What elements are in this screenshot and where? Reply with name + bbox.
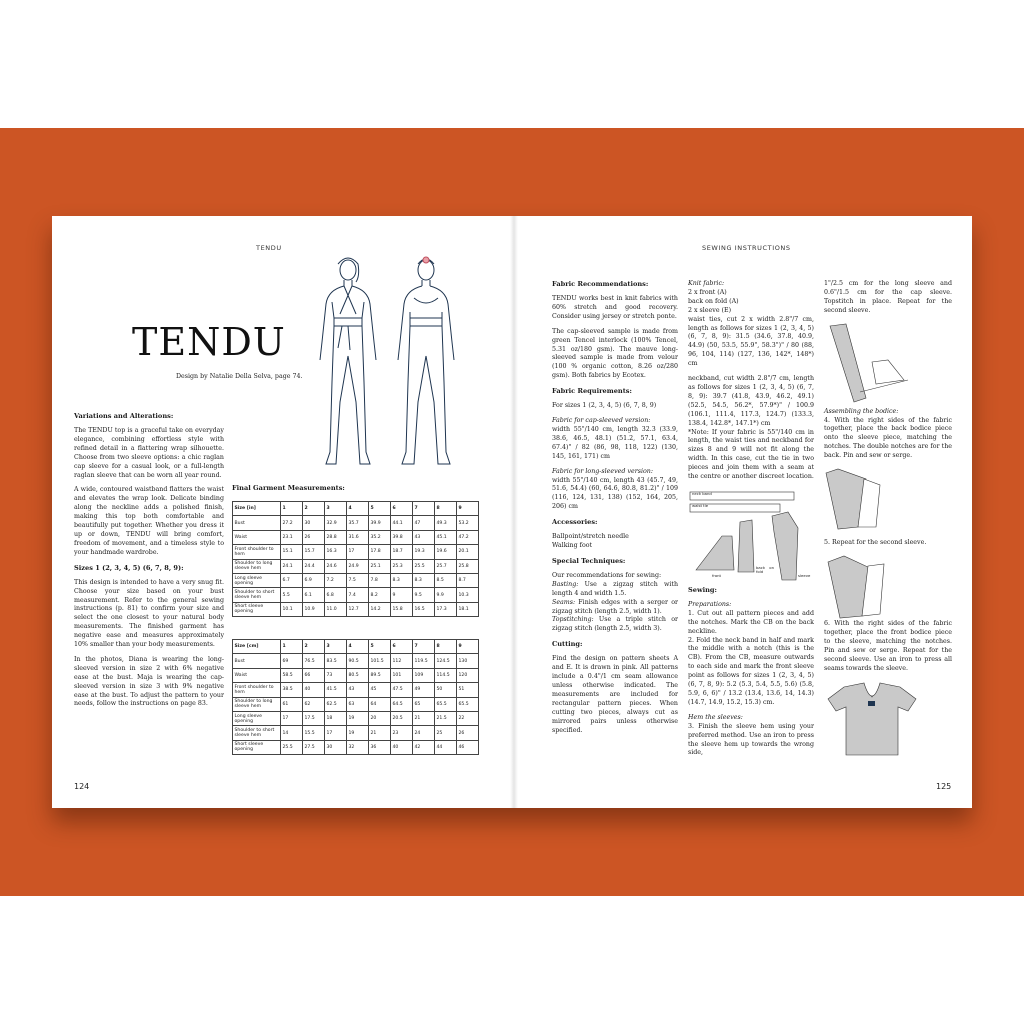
table-cell: 25.1 <box>369 559 391 573</box>
table-cell: 101 <box>391 668 413 682</box>
table-cell: 15.1 <box>281 545 303 559</box>
table-cell: 19 <box>347 726 369 740</box>
table-cell: 10.3 <box>457 588 479 602</box>
cutting-layout-diagram <box>688 488 814 584</box>
table-cell: 76.5 <box>303 654 325 668</box>
fashion-illustration <box>314 252 464 484</box>
table-header-row <box>233 502 479 516</box>
table-cell: 124.5 <box>435 654 457 668</box>
table-row-label: Bust <box>233 516 281 530</box>
table-cell: 9.9 <box>435 588 457 602</box>
page-number-right: 125 <box>936 782 952 791</box>
table-cell: 20.1 <box>457 545 479 559</box>
table-row <box>233 588 479 602</box>
table-cell: 58.5 <box>281 668 303 682</box>
table-cell: 8.3 <box>391 573 413 587</box>
sizes-heading: Sizes 1 (2, 3, 4, 5) (6, 7, 8, 9): <box>74 563 184 572</box>
table-row-label: Front shoulder to hem <box>233 683 281 697</box>
diagram-label: neck band <box>692 490 712 496</box>
diagram-label: sleeve <box>798 572 811 578</box>
table-cell: 66 <box>303 668 325 682</box>
sizes-paragraph-1: This design is intended to have a very snug fit. Choose your size based on your bust measurement. Refer to the general sewing instructions (p. 81) to confirm your size and select the one closest to your natural body measurements. The finished garment has negative ease and measures approximately 10% smaller than your body measurements. <box>74 578 224 649</box>
table-row <box>233 654 479 668</box>
table-cell: 109 <box>413 668 435 682</box>
table-cell: 65.5 <box>435 697 457 711</box>
table-cell: 24.6 <box>325 559 347 573</box>
table-cell: 7.4 <box>347 588 369 602</box>
variations-heading: Variations and Alterations: <box>74 412 174 420</box>
basting-label: Basting: <box>552 580 579 588</box>
table-cell: 7.2 <box>325 573 347 587</box>
cutting-heading: Cutting: <box>552 640 583 649</box>
step-6: 6. With the right sides of the fabric together, place the front bodice piece to the sleeve, matching the notches. Pin and sew or serge. Repeat for the second sleeve. Use an iron to press all seams towards the sleeve. <box>824 619 952 672</box>
table-cell: 23.1 <box>281 530 303 544</box>
table-row-label: Shoulder to long sleeve hem <box>233 697 281 711</box>
measurements-table-inches <box>232 501 479 617</box>
table-cell: 49.3 <box>435 516 457 530</box>
table-cell: 19 <box>347 711 369 725</box>
table-cell: 30 <box>325 740 347 754</box>
table-cell: 30 <box>303 516 325 530</box>
sleeve-pattern-icon <box>824 322 952 408</box>
step-5: 5. Repeat for the second sleeve. <box>824 539 927 547</box>
knit-line: 2 x sleeve (E) <box>688 306 732 314</box>
bodice-assembly-icon <box>824 679 952 757</box>
fabric-rec-heading: Fabric Recommendations: <box>552 280 649 288</box>
measurements-table-cm <box>232 639 479 755</box>
table-cell: 31.6 <box>347 530 369 544</box>
diagram-label: back on fold <box>756 564 774 574</box>
table-cell: 21 <box>369 726 391 740</box>
table-cell: 9.5 <box>413 588 435 602</box>
table-cell: 62.5 <box>325 697 347 711</box>
long-sleeve-label: Fabric for long-sleeved version: <box>552 467 653 475</box>
table-cell: 1 <box>281 640 303 654</box>
diagram-label: front <box>712 572 722 578</box>
table-cell: 17 <box>325 726 347 740</box>
right-column-2 <box>688 280 814 764</box>
knit-line: back on fold (A) <box>688 297 739 305</box>
table-cell: 22 <box>457 711 479 725</box>
table-cell: 46 <box>457 740 479 754</box>
special-techniques-heading: Special Techniques: <box>552 556 626 565</box>
table-row-label: Shoulder to short sleeve hem <box>233 726 281 740</box>
table-cell: 16.5 <box>413 602 435 616</box>
fabric-rec-paragraph-2: The cap-sleeved sample is made from green Tencel interlock (100% Tencel, 5.31 oz/180 gsm). The mauve long-sleeved sample is made from velour (100 % organic cotton, 8.26 oz/280 gsm). Both fabrics by Ecotex. <box>552 327 678 380</box>
table-cell: 21 <box>413 711 435 725</box>
table-cell: 112 <box>391 654 413 668</box>
figure-sketch-icon <box>314 252 464 484</box>
table-cell: 4 <box>347 502 369 516</box>
table-cell: 24.1 <box>281 559 303 573</box>
waist-ties-text: waist ties, cut 2 x width 2.8"/7 cm, length as follows for sizes 1 (2, 3, 4, 5) (6, 7, 8, 9): 31.5 (34.6, 37.8, 40.9, 44.9) (50, 53.5, 55.9", 58.3")" / 80 (88, 96, 104, 114) (127, 136, 142*, 148*) cm <box>688 315 814 368</box>
basting-line <box>552 581 678 599</box>
table-row-label: Short sleeve opening <box>233 602 281 616</box>
table-row-label: Short sleeve opening <box>233 740 281 754</box>
byline: Design by Natalie Della Selva, page 74. <box>176 373 303 380</box>
table-cell: 36 <box>369 740 391 754</box>
table-cell: 23 <box>391 726 413 740</box>
table-cell: 9 <box>391 588 413 602</box>
table-cell: 120 <box>457 668 479 682</box>
table-cell: 6 <box>391 502 413 516</box>
step-2: 2. Fold the neck band in half and mark the middle with a notch (this is the CB). From the CB, measure outwards to each side and mark the front sleeve point as follows for sizes 1 (2, 3, 4, 5) (6, 7, 8, 9): 5.2 (5.3, 5.4, 5.5, 5.6) (5.8, 5.9, 6, 6)" / 13.2 (13.4, 13.6, 14, 14.3) (14.7, 14.9, 15.2, 15.3) cm. <box>688 636 814 706</box>
table-row-label: Waist <box>233 668 281 682</box>
table-cell: 62 <box>303 697 325 711</box>
fabric-req-sizes: For sizes 1 (2, 3, 4, 5) (6, 7, 8, 9) <box>552 402 657 410</box>
table-row <box>233 545 479 559</box>
table-cell: 8 <box>435 502 457 516</box>
table-cell: 24.9 <box>347 559 369 573</box>
table-cell: 6.8 <box>325 588 347 602</box>
table-cell: 8.5 <box>435 573 457 587</box>
table-row <box>233 711 479 725</box>
seams-line <box>552 599 678 617</box>
table-row <box>233 559 479 573</box>
fabric-rec-paragraph-1: TENDU works best in knit fabrics with 60% stretch and good recovery. Consider using jersey or stretch ponte. <box>552 295 678 320</box>
table-cell: 47 <box>413 516 435 530</box>
table-row <box>233 697 479 711</box>
table-cell: 64 <box>369 697 391 711</box>
table-cell: 24 <box>413 726 435 740</box>
step-1: 1. Cut out all pattern pieces and add the notches. Mark the CB on the back neckline. <box>688 609 814 635</box>
long-sleeve-text: width 55"/140 cm, length 43 (45.7, 49, 51.6, 54.4) (60, 64.6, 80.8, 81.2)" / 109 (116, 124, 131, 138) (152, 164, 205, 206) cm <box>552 476 678 511</box>
table-cell: 7 <box>413 502 435 516</box>
table-cell: 5 <box>369 640 391 654</box>
basting-text: Use a zigzag stitch with length 4 and width 1.5. <box>552 580 678 597</box>
accessory-item: Walking foot <box>552 542 593 550</box>
table-cell: 14.2 <box>369 602 391 616</box>
sleeve-diagram-1 <box>824 322 952 408</box>
table-cell: 6.9 <box>303 573 325 587</box>
accessories-heading: Accessories: <box>552 518 598 527</box>
table-cell: 19.3 <box>413 545 435 559</box>
neckband-text: neckband, cut width 2.8"/7 cm, length as follows for sizes 1 (2, 3, 4, 5) (6, 7, 8, 9): 39.7 (41.8, 43.9, 46.2, 49.1) (52.5, 54.5, 56.2*, 57.9*)" / 100.9 (106.1, 111.4, 117.3, 124.7) (133.3, 138.4, 142.8*, 147.1*) cm <box>688 375 814 427</box>
hem-sleeves-label: Hem the sleeves: <box>688 713 743 721</box>
table-cell: 26 <box>303 530 325 544</box>
table-cell: 8.3 <box>413 573 435 587</box>
table-cell: 19.6 <box>435 545 457 559</box>
table-row <box>233 573 479 587</box>
step-3-continued: 1"/2.5 cm for the long sleeve and 0.6"/1.5 cm for the cap sleeve. Topstitch in place. Repeat for the second sleeve. <box>824 280 952 314</box>
table-cell: 21.5 <box>435 711 457 725</box>
table-row <box>233 602 479 616</box>
special-intro: Our recommendations for sewing: <box>552 571 662 579</box>
table-cell: 53.2 <box>457 516 479 530</box>
table-cell: 7 <box>413 640 435 654</box>
table-cell: 9 <box>457 640 479 654</box>
table-row <box>233 726 479 740</box>
table-cell: 12.7 <box>347 602 369 616</box>
running-head-right: SEWING INSTRUCTIONS <box>702 244 791 252</box>
sleeve-back-icon <box>824 467 952 539</box>
sleeve-diagram-2 <box>824 467 952 539</box>
right-column-3 <box>824 280 952 757</box>
table-row-label: Front shoulder to hem <box>233 545 281 559</box>
sleeve-diagram-3 <box>824 554 952 620</box>
table-cell: 25.8 <box>457 559 479 573</box>
table-cell: 25.5 <box>413 559 435 573</box>
table-cell: 15.8 <box>391 602 413 616</box>
table-cell: 10.1 <box>281 602 303 616</box>
table-cell: 7.8 <box>369 573 391 587</box>
table-cell: 43 <box>347 683 369 697</box>
table-cell: 65.5 <box>457 697 479 711</box>
sizes-paragraph-2: In the photos, Diana is wearing the long-sleeved version in size 2 with 6% negative ease at the bust. Maja is wearing the cap-sleeved version in size 3 with 9% negative ease at the bust. To adjust the pattern to your needs, follow the instructions on page 83. <box>74 655 224 708</box>
table-cell: 89.5 <box>369 668 391 682</box>
table-cell: 40 <box>303 683 325 697</box>
table-cell: 18 <box>325 711 347 725</box>
table-cell: 26 <box>457 726 479 740</box>
sleeve-front-icon <box>824 554 952 620</box>
table-cell: 3 <box>325 502 347 516</box>
table-cell: 61 <box>281 697 303 711</box>
topstitching-text: Use a triple stitch or zigzag stitch (length 2.5, width 3). <box>552 616 678 633</box>
table-row <box>233 530 479 544</box>
table-cell: 27.2 <box>281 516 303 530</box>
table-cell: 17.3 <box>435 602 457 616</box>
table-row-label: Shoulder to long sleeve hem <box>233 559 281 573</box>
table-cell: 90.5 <box>347 654 369 668</box>
preparations-label: Preparations: <box>688 600 732 608</box>
table-cell: 25.7 <box>435 559 457 573</box>
table-cell: 69 <box>281 654 303 668</box>
table-cell: 16.3 <box>325 545 347 559</box>
sewing-heading: Sewing: <box>688 585 717 594</box>
table-row-label: Size [in] <box>233 502 281 516</box>
magazine-spread <box>52 216 972 808</box>
table-cell: 83.5 <box>325 654 347 668</box>
accessory-item: Ballpoint/stretch needle <box>552 533 629 541</box>
table-row-label: Size [cm] <box>233 640 281 654</box>
table-cell: 5 <box>369 502 391 516</box>
table-cell: 32.9 <box>325 516 347 530</box>
table-cell: 18.7 <box>391 545 413 559</box>
right-column-1 <box>552 280 678 741</box>
table-row-label: Long sleeve opening <box>233 573 281 587</box>
table-cell: 39.8 <box>391 530 413 544</box>
table-cell: 101.5 <box>369 654 391 668</box>
assembling-bodice-label: Assembling the bodice: <box>824 407 899 415</box>
table-row-label: Bust <box>233 654 281 668</box>
table-cell: 4 <box>347 640 369 654</box>
table-cell: 38.5 <box>281 683 303 697</box>
fabric-req-heading: Fabric Requirements: <box>552 387 632 396</box>
table-cell: 119.5 <box>413 654 435 668</box>
running-head-left: TENDU <box>256 244 282 252</box>
table-title: Final Garment Measurements: <box>232 484 345 492</box>
table-row-label: Long sleeve opening <box>233 711 281 725</box>
table-cell: 47.2 <box>457 530 479 544</box>
knit-line: 2 x front (A) <box>688 288 727 296</box>
table-cell: 17 <box>347 545 369 559</box>
table-row <box>233 683 479 697</box>
table-cell: 2 <box>303 502 325 516</box>
variations-paragraph-1: The TENDU top is a graceful take on everyday elegance, combining effortless style with refined detail in a flattering wrap silhouette. Choose from two sleeve options: a chic raglan cap sleeve for a casual look, or a full-length raglan sleeve that can be worn all year round. <box>74 427 224 479</box>
table-cell: 41.5 <box>325 683 347 697</box>
variations-paragraph-2: A wide, contoured waistband flatters the waist and elevates the wrap look. Delicate binding along the neckline adds a polished finish, making this top both comfortable and beautifully put together. Whether you dress it up or down, TENDU will bring comfort, freedom of movement, and a timeless style to your handmade wardrobe. <box>74 486 224 556</box>
bodice-diagram <box>824 679 952 757</box>
table-cell: 14 <box>281 726 303 740</box>
table-cell: 10.9 <box>303 602 325 616</box>
table-cell: 9 <box>457 502 479 516</box>
table-cell: 63 <box>347 697 369 711</box>
table-cell: 49 <box>413 683 435 697</box>
table-cell: 17.8 <box>369 545 391 559</box>
table-row <box>233 668 479 682</box>
table-cell: 25.5 <box>281 740 303 754</box>
table-row-label: Waist <box>233 530 281 544</box>
table-cell: 43 <box>413 530 435 544</box>
table-cell: 45 <box>369 683 391 697</box>
cap-sleeve-label: Fabric for cap-sleeved version: <box>552 417 651 425</box>
left-text-column <box>74 412 224 715</box>
table-cell: 80.5 <box>347 668 369 682</box>
article-title: TENDU <box>132 320 286 364</box>
table-cell: 114.5 <box>435 668 457 682</box>
table-cell: 5.5 <box>281 588 303 602</box>
table-cell: 50 <box>435 683 457 697</box>
table-cell: 39.9 <box>369 516 391 530</box>
table-cell: 24.4 <box>303 559 325 573</box>
table-cell: 65 <box>413 697 435 711</box>
table-cell: 35.7 <box>347 516 369 530</box>
table-cell: 6 <box>391 640 413 654</box>
table-cell: 64.5 <box>391 697 413 711</box>
table-cell: 8.2 <box>369 588 391 602</box>
table-cell: 47.5 <box>391 683 413 697</box>
table-cell: 27.5 <box>303 740 325 754</box>
table-cell: 25.3 <box>391 559 413 573</box>
table-cell: 6.7 <box>281 573 303 587</box>
table-row <box>233 740 479 754</box>
topstitching-line <box>552 616 678 634</box>
table-cell: 17 <box>281 711 303 725</box>
table-cell: 73 <box>325 668 347 682</box>
table-cell: 20 <box>369 711 391 725</box>
seams-text: Finish edges with a serger or zigzag stitch (length 2.5, width 1). <box>552 598 678 615</box>
table-cell: 45.1 <box>435 530 457 544</box>
page-number-left: 124 <box>74 782 90 791</box>
table-cell: 35.2 <box>369 530 391 544</box>
table-cell: 17.5 <box>303 711 325 725</box>
table-cell: 7.5 <box>347 573 369 587</box>
diagram-label: waist tie <box>692 502 709 508</box>
table-cell: 130 <box>457 654 479 668</box>
table-cell: 11.0 <box>325 602 347 616</box>
table-cell: 32 <box>347 740 369 754</box>
table-cell: 25 <box>435 726 457 740</box>
table-cell: 18.1 <box>457 602 479 616</box>
table-cell: 42 <box>413 740 435 754</box>
table-cell: 8 <box>435 640 457 654</box>
cutting-text: Find the design on pattern sheets A and E. It is drawn in pink. All patterns include a 0.4"/1 cm seam allowance unless otherwise indicated. The measurements are included for rectangular pattern pieces. When cutting two pieces, always cut as mirrored pairs unless otherwise specified. <box>552 655 678 734</box>
table-cell: 15.5 <box>303 726 325 740</box>
table-cell: 51 <box>457 683 479 697</box>
table-row-label: Shoulder to short sleeve hem <box>233 588 281 602</box>
table-cell: 44 <box>435 740 457 754</box>
table-cell: 3 <box>325 640 347 654</box>
table-cell: 40 <box>391 740 413 754</box>
topstitching-label: Topstitching: <box>552 616 594 624</box>
seams-label: Seams: <box>552 598 576 606</box>
table-cell: 15.7 <box>303 545 325 559</box>
note-text: *Note: If your fabric is 55"/140 cm in length, the waist ties and neckband for sizes 8 and 9 will not fit along the width. In this case, cut the tie in two pieces and join them with a seam at the centre or another discreet location. <box>688 428 814 481</box>
table-row <box>233 516 479 530</box>
table-cell: 1 <box>281 502 303 516</box>
table-cell: 8.7 <box>457 573 479 587</box>
step-4: 4. With the right sides of the fabric together, place the back bodice piece onto the sleeve piece, matching the notches. The double notches are for the back. Pin and sew or serge. <box>824 416 952 460</box>
table-header-row <box>233 640 479 654</box>
table-cell: 6.1 <box>303 588 325 602</box>
table-cell: 2 <box>303 640 325 654</box>
table-cell: 44.1 <box>391 516 413 530</box>
spine-shadow <box>510 216 518 808</box>
cap-sleeve-text: width 55"/140 cm, length 32.3 (33.9, 38.6, 46.5, 48.1) (51.2, 57.1, 63.4, 67.4)" / 82 (86, 98, 118, 122) (130, 145, 161, 171) cm <box>552 425 678 460</box>
step-3: 3. Finish the sleeve hem using your preferred method. Use an iron to press the sleeve hem up towards the wrong side, <box>688 722 814 757</box>
table-cell: 28.8 <box>325 530 347 544</box>
knit-fabric-label: Knit fabric: <box>688 280 725 287</box>
table-cell: 20.5 <box>391 711 413 725</box>
